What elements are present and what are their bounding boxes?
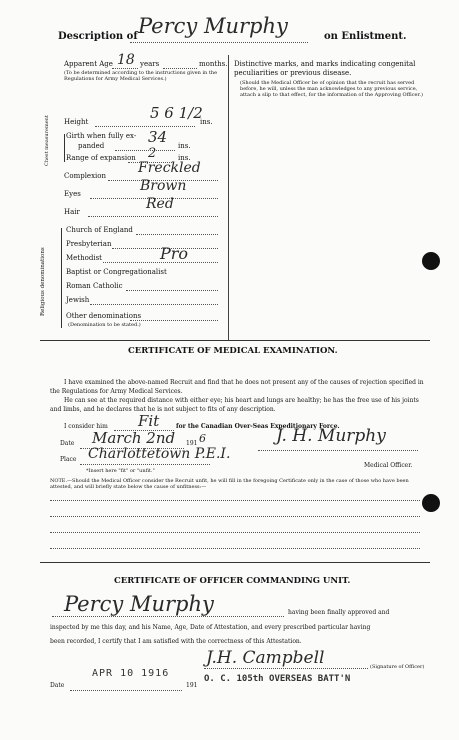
commanding-line1-suffix: having been finally approved and [288,609,390,616]
hair-rule [88,216,218,217]
height-rule [95,126,195,127]
commanding-top-rule [40,562,430,563]
height-ins-label: ins. [200,118,213,126]
consider-prefix: I consider him [64,423,108,430]
unfitness-line-1 [50,500,420,501]
religion-brace [57,228,62,328]
medical-place-label: Place [60,456,77,463]
chest-brace [60,134,65,162]
religion-rule-4 [126,290,218,291]
hair-value: Red [146,196,174,212]
commanding-signature: J.H. Campbell [206,648,325,668]
range-label: Range of expansion [66,154,136,162]
religion-baptist: Baptist or Congregationalist [66,268,167,276]
unfitness-line-3 [50,532,420,533]
religion-presbyterian: Presbyterian [66,240,112,248]
medical-year-prefix: 191 [186,440,198,447]
commanding-date-stamp: APR 10 1916 [92,668,170,679]
religion-rule-5 [90,304,218,305]
distinctive-heading-2: peculiarities or previous disease. [234,69,352,77]
commanding-year-prefix: 191 [186,682,198,689]
girth-label-1: Girth when fully ex- [66,132,137,140]
commanding-line2: inspected by me this day, and his Name, Age, Date of Attestation, and every prescribed particular having [50,624,371,631]
complexion-label: Complexion [64,172,106,180]
distinctive-heading-1: Distinctive marks, and marks indicating congenital [234,60,416,68]
punch-hole-top [422,252,440,270]
religion-group-label: Religious denominations [40,247,46,316]
other-denom-note: (Denomination to be stated.) [68,322,141,328]
religion-rule-6 [130,320,218,321]
religion-jewish: Jewish [66,296,90,304]
medical-year-value: 6 [199,432,206,445]
medical-title: CERTIFICATE OF MEDICAL EXAMINATION. [128,346,338,356]
distinctive-note: (Should the Medical Officer be of opinion that the recruit has served before, he will, unless the man acknowledges to any previous service, attach a slip to that effect, for the information of the Approving Officer.) [240,80,423,98]
header-name-handwritten: Percy Murphy [138,14,288,38]
column-divider [228,55,230,340]
range-value: 2 [148,146,157,161]
religion-church-of-england: Church of England [66,226,133,234]
girth-label-2: panded [78,142,105,150]
religion-rule-0 [136,234,218,235]
commanding-date-label: Date [50,682,65,689]
girth-value: 34 [148,128,168,146]
years-label: years [140,60,160,68]
unfitness-line-4 [50,548,420,549]
commanding-signature-caption: (Signature of Officer) [370,664,425,670]
consider-value: Fit [138,412,160,430]
girth-rule [115,150,175,151]
header-name-rule [130,42,308,43]
commanding-name-handwritten: Percy Murphy [64,592,214,616]
height-label: Height [64,118,89,126]
age-note: (To be determined according to the instructions given in the Regulations for Army Medical Services.) [64,70,218,82]
age-value: 18 [117,52,135,68]
religion-other: Other denominations [66,312,142,320]
hair-label: Hair [64,208,80,216]
medical-signature-rule [258,450,418,451]
height-value: 5 6 1/2 [150,104,203,122]
medical-date-value: March 2nd [92,429,176,447]
medical-para2: He can see at the required distance with either eye; his heart and lungs are healthy; he has the free use of his joints and limbs, and he declares that he is not subject to fits of any description. [50,397,419,413]
commanding-title: CERTIFICATE OF OFFICER COMMANDING UNIT. [114,576,351,586]
medical-signature: J. H. Murphy [276,426,386,446]
commanding-date-rule [70,690,182,691]
religion-roman-catholic: Roman Catholic [66,282,123,290]
commanding-name-rule [52,616,284,617]
eyes-label: Eyes [64,190,81,198]
complexion-value: Freckled [138,160,201,176]
age-rule [112,68,138,69]
girth-unit: ins. [178,142,191,150]
medical-top-rule [40,340,430,341]
months-rule [163,68,197,69]
description-suffix: on Enlistment. [324,31,407,42]
commanding-signature-rule [204,668,368,669]
eyes-value: Brown [140,178,187,194]
punch-hole-bottom [422,494,440,512]
medical-place-rule [80,464,210,465]
chest-group-label: Chest measurement [44,115,50,166]
range-unit: ins. [178,154,191,162]
religion-methodist: Methodist [66,254,102,262]
apparent-age-label: Apparent Age [64,60,113,68]
medical-note: NOTE.—Should the Medical Officer consider the Recruit unfit, he will fill in the foregoing Certificate only in the case of those who have been attested, and will briefly state below the cause of unfitness:— [50,478,409,490]
commanding-line3: been recorded, I certify that I am satisfied with the correctness of this Attestation. [50,638,302,645]
medical-officer-label: Medical Officer. [364,462,413,469]
medical-para1: I have examined the above-named Recruit and find that he does not present any of the causes of rejection specified in the Regulations for Army Medical Services. [50,379,424,395]
description-prefix: Description of [58,31,138,42]
medical-place-value: Charlottetown P.E.I. [88,446,231,462]
fit-note: *Insert here "fit" or "unfit." [86,468,155,474]
consider-suffix: for the Canadian Over-Seas Expeditionary Force. [176,423,340,430]
months-label: months. [199,60,228,68]
commanding-unit-stamp: O. C. 105th OVERSEAS BATT'N [204,674,351,684]
medical-date-label: Date [60,440,75,447]
religion-mark: Pro [160,244,189,263]
unfitness-line-2 [50,516,420,517]
